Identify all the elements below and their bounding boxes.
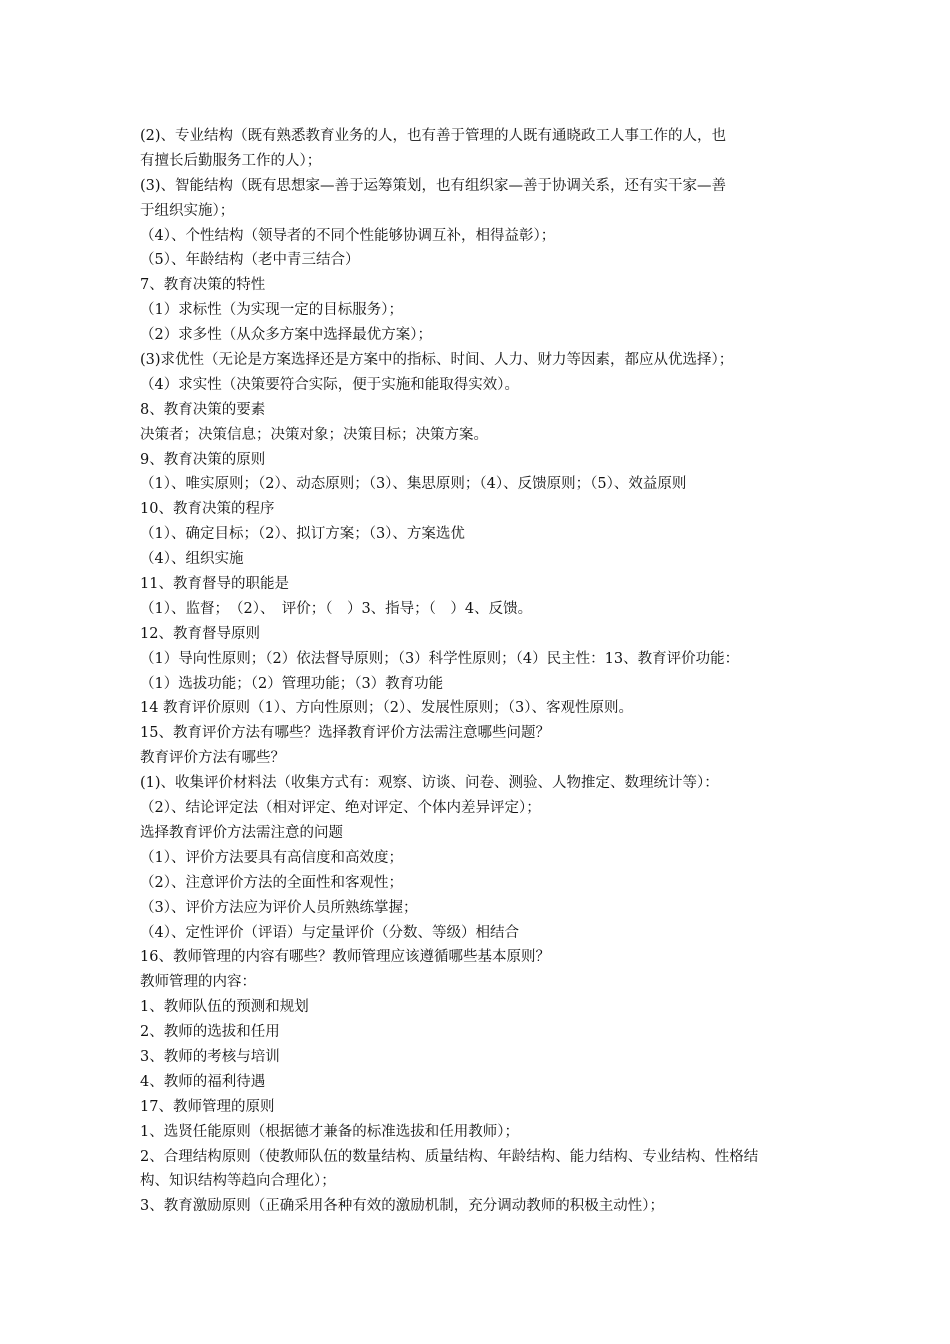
section-heading: 10、教育决策的程序 [140, 501, 275, 518]
text-line: 有擅长后勤服务工作的人）； [140, 152, 322, 169]
text-line: (3)、智能结构（既有思想家—善于运筹策划，也有组织家—善于协调关系，还有实干家—善 [140, 177, 727, 194]
text-line: (2)、专业结构（既有熟悉教育业务的人，也有善于管理的人既有通晓政工人事工作的人，也 [140, 128, 727, 144]
text-line: 1、教师队伍的预测和规划 [140, 999, 309, 1016]
text-line: （4）、组织实施 [140, 551, 244, 568]
section-heading: 15、教育评价方法有哪些？选择教育评价方法需注意哪些问题？ [140, 725, 550, 742]
text-line: （3）、评价方法应为评价人员所熟练掌握； [140, 899, 418, 916]
text-line: （1）导向性原则；（2）依法督导原则；（3）科学性原则；（4）民主性：13、教育评价功能： [140, 650, 740, 667]
text-line: （1）求标性（为实现一定的目标服务）； [140, 302, 403, 319]
text-line: 教育评价方法有哪些？ [140, 750, 285, 767]
section-heading: 9、教育决策的原则 [140, 451, 266, 468]
section-heading: 11、教育督导的职能是 [140, 576, 289, 593]
text-line: （2）、注意评价方法的全面性和客观性； [140, 874, 403, 891]
text-line: （1）、监督； （2）、 评价；（ ）3、指导；（ ）4、反馈。 [140, 600, 533, 617]
text-line: 构、知识结构等趋向合理化）； [140, 1173, 336, 1190]
section-heading: 17、教师管理的原则 [140, 1098, 275, 1115]
text-line: （2）求多性（从众多方案中选择最优方案）； [140, 327, 432, 344]
text-line: (1)、收集评价材料法（收集方式有：观察、访谈、问卷、测验、人物推定、数理统计等）： [140, 775, 719, 792]
text-line: （2）、结论评定法（相对评定、绝对评定、个体内差异评定）； [140, 800, 541, 817]
text-line: 于组织实施）； [140, 202, 235, 219]
text-line: (3)求优性（无论是方案选择还是方案中的指标、时间、人力、财力等因素，都应从优选择）； [140, 352, 734, 369]
text-line: （1）、唯实原则；（2）、动态原则；（3）、集思原则；（4）、反馈原则；（5）、效益原则 [140, 476, 687, 493]
text-line: 1、选贤任能原则（根据德才兼备的标准选拔和任用教师）； [140, 1123, 519, 1140]
text-line: 决策者；决策信息；决策对象；决策目标；决策方案。 [140, 426, 488, 443]
text-line: 4、教师的福利待遇 [140, 1073, 266, 1090]
document-page [140, 124, 816, 1219]
text-line: 2、教师的选拔和任用 [140, 1024, 280, 1041]
text-line: 2、合理结构原则（使教师队伍的数量结构、质量结构、年龄结构、能力结构、专业结构、性格结 [140, 1148, 759, 1165]
section-heading: 12、教育督导原则 [140, 625, 260, 642]
text-line: 教师管理的内容： [140, 974, 256, 991]
section-heading: 7、教育决策的特性 [140, 277, 266, 294]
text-line: 3、教师的考核与培训 [140, 1048, 280, 1065]
text-line: 选择教育评价方法需注意的问题 [140, 824, 343, 841]
text-line: （4）、定性评价（评语）与定量评价（分数、等级）相结合 [140, 924, 519, 941]
text-line: 3、教育激励原则（正确采用各种有效的激励机制，充分调动教师的积极主动性）； [140, 1198, 664, 1215]
text-line: （1）、评价方法要具有高信度和高效度； [140, 849, 403, 866]
text-line: 14 教育评价原则（1）、方向性原则；（2）、发展性原则；（3）、客观性原则。 [140, 700, 633, 717]
text-line: （4）求实性（决策要符合实际，便于实施和能取得实效）。 [140, 376, 519, 393]
section-heading: 8、教育决策的要素 [140, 401, 266, 418]
text-line: （5）、年龄结构（老中青三结合） [140, 252, 360, 269]
text-line: （1）选拔功能；（2）管理功能；（3）教育功能 [140, 675, 444, 692]
text-line: （4）、个性结构（领导者的不同个性能够协调互补，相得益彰）； [140, 227, 556, 244]
section-heading: 16、教师管理的内容有哪些？教师管理应该遵循哪些基本原则？ [140, 949, 550, 966]
text-line: （1）、确定目标；（2）、拟订方案；（3）、方案选优 [140, 526, 465, 543]
